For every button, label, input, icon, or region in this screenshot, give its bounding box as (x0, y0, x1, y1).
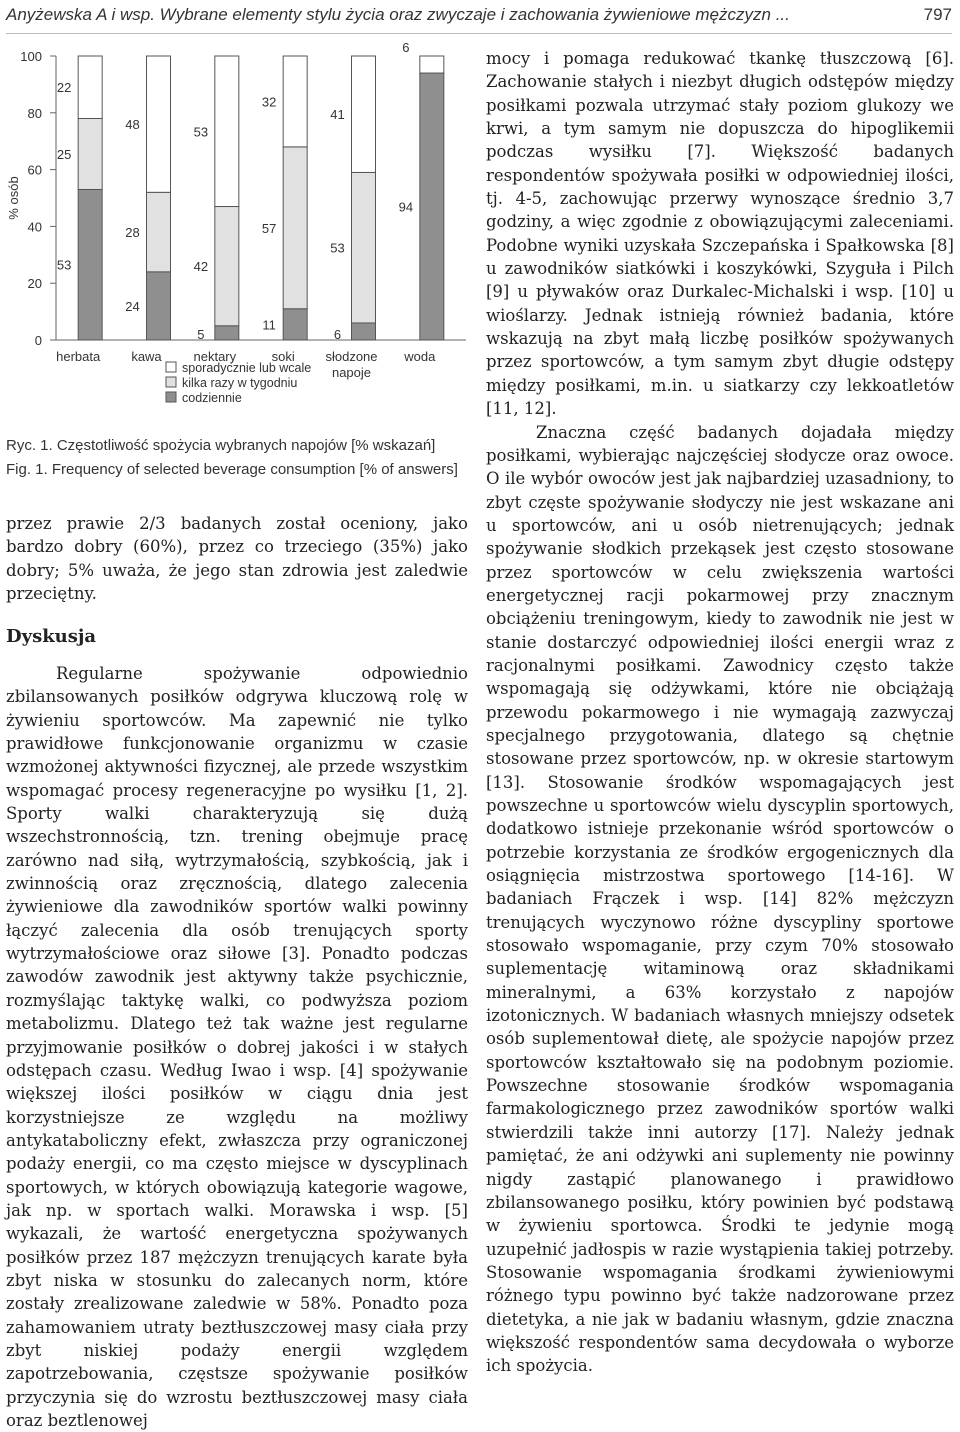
x-category-label: herbata (56, 349, 101, 364)
data-label: 48 (125, 117, 140, 133)
data-label: 6 (402, 42, 410, 55)
figure-caption-pl: Ryc. 1. Częstotliwość spożycia wybranych napojów [% wskazań] (6, 437, 436, 454)
bar-segment (78, 189, 102, 340)
data-label: 42 (193, 259, 209, 275)
bar-segment (147, 192, 171, 272)
legend-swatch (166, 362, 176, 372)
bar-segment (78, 118, 102, 189)
data-label: 53 (330, 240, 345, 256)
y-tick-label: 60 (27, 162, 42, 178)
bar-segment (352, 323, 376, 340)
legend-swatch (166, 377, 176, 387)
legend-label: sporadycznie lub wcale (182, 361, 312, 375)
legend-swatch (166, 392, 176, 402)
data-label: 24 (125, 298, 140, 314)
data-label: 25 (56, 146, 72, 162)
y-axis-label: % osób (6, 176, 21, 220)
beverage-frequency-chart (0, 42, 470, 432)
bar-segment (147, 272, 171, 340)
data-label: 22 (56, 80, 72, 96)
bar-segment (283, 147, 307, 309)
left-top-paragraph (6, 512, 468, 605)
section-heading: Dyskusja (6, 626, 97, 647)
bar-segment (215, 207, 239, 326)
bar-segment (420, 56, 444, 73)
data-label: 57 (261, 220, 277, 236)
legend-label: codziennie (182, 391, 242, 405)
y-tick-label: 80 (27, 105, 42, 121)
paragraph-text: Znaczna część badanych dojadała między posiłkami, wybierając najczęściej słodycze oraz owoce. O ile wybór owoców jest jak najbardziej uzasadniony, to zbyt częste spożywanie słodyczy nie jest wskazane ani u sportowców, ani u osób nietrenujących; jednak spożywanie słodkich przekąsek jest często stosowane przez sportowców w celu zwiększenia wartości energetycznej racji pokarmowej przy znacznym obciążeniu treningowym, kiedy to zawodnik nie jest w stanie dostarczyć odpowiedniej ilości energii wraz z racjonalnymi posiłkami. Zawodnicy często także wspomagają się odżywkami, które nie obciążają przewodu pokarmowego i nie wymagają zazwyczaj specjalnego przygotowania, dlatego są chętnie stosowane przez sportowców, np. w okresie startowym [13]. Stosowanie środków wspomagających jest powszechne u sportowców wielu dyscyplin sportowych, dodatkowo istnieje przekonanie wśród sportowców o potrzebie korzystania ze środków ergogenicznych dla osiągnięcia mistrzostwa sportowego [14-16]. W badaniach Frączek i wsp. [14] 82% mężczyzn trenujących wyczynowo różne dyscypliny sportowe stosowało wspomaganie, przy czym 70% stosowało suplementację witaminową oraz składnikami mineralnymi, a 63% korzystało z napojów izotonicznych. W badaniach własnych mniejszy odsetek osób suplementował dietę, ale spożycie napojów przez sportowców kształtowało się na podobnym poziomie. Powszechne stosowanie środków wspomagania farmakologicznego przez zawodników sportów walki stwierdzili także inni autorzy [17]. Należy jednak pamiętać, że ani odżywki ani suplementy nie powinny nigdy zastąpić planowanego i prawidłowo zbilansowanego posiłku, który powinien być podstawą w żywieniu sportowca. Środki te jedynie mogą uzupełnić jadłospis w razie wystąpienia takiej potrzeby. Stosowanie wspomagania środkami żywieniowymi różnego typu powinno być także nadzorowane przez dietetyka, a nie jak w badaniu własnym, gdzie znaczna większość respondentów sama decydowała o wyborze ich spożycia. (486, 422, 954, 1376)
data-label: 28 (125, 225, 140, 241)
data-label: 53 (56, 257, 72, 273)
figure-caption-en: Fig. 1. Frequency of selected beverage consumption [% of answers] (6, 461, 458, 478)
bar-segment (283, 56, 307, 147)
x-category-label: woda (404, 349, 436, 364)
left-main-column (6, 662, 468, 1432)
x-category-label: nektary (193, 349, 237, 364)
right-column (486, 47, 954, 1378)
bar-segment (352, 172, 376, 323)
y-tick-label: 20 (27, 276, 42, 292)
bar-segment (147, 56, 171, 192)
x-category-label: napoje (331, 365, 372, 380)
x-category-label: kawa (131, 349, 162, 364)
bar-segment (283, 309, 307, 340)
y-tick-label: 100 (20, 49, 42, 64)
data-label: 32 (261, 94, 277, 110)
x-category-label: soki (271, 349, 295, 364)
x-category-label: słodzone (325, 349, 378, 364)
bar-segment (420, 73, 444, 340)
running-header (6, 5, 952, 31)
legend-label: kilka razy w tygodniu (182, 376, 298, 390)
paragraph-text: Regularne spożywanie odpowiednio zbilansowanych posiłków odgrywa kluczową rolę w żywieniu sportowców. Ma zapewnić nie tylko prawidłowe funkcjonowanie organizmu w czasie wzmożonej aktywności fizycznej, ale przede wszystkim wspomagać procesy regeneracyjne po wysiłku [1, 2]. Sporty walki charakteryzują się dużą wszechstronnością, tzn. trening obejmuje pracę zarówno nad siłą, wytrzymałością, szybkością, jak i zwinnością oraz zręcznością, dlatego zalecenia żywieniowe dla zawodników sportów walki powinny łączyć zalecenia dla osób trenujących sporty wytrzymałościowe oraz siłowe [3]. Ponadto podczas zawodów zawodnik jest aktywny także psychicznie, rozmyślając taktykę walki, co podwyższa poziom metabolizmu. Dlatego też tak ważne jest regularne przyjmowanie posiłków o dobrej jakości i w stałych odstępach czasu. Według Iwao i wsp. [4] spożywanie większej ilości posiłków w ciągu dnia jest korzystniejsze ze względu na możliwy antykataboliczny efekt, zwłaszcza przy ograniczonej podaży energii, co ma często miejsce w dyscyplinach sportowych, w których obowiązują kategorie wagowe, jak np. w sportach walki. Morawska i wsp. [5] wykazali, że wartość energetyczna spożywanych posiłków przez 187 mężczyzn trenujących karate była zbyt niska w stosunku do zalecanych norm, które zostały zrealizowane zaledwie w 58%. Ponadto poza zahamowaniem utraty beztłuszczowej masy ciała przy zbyt niskiej podaży energii względem zapotrzebowania, częstsze spożywanie posiłków przyczynia się do wzrostu beztłuszczowej masy ciała oraz beztlenowej (6, 664, 468, 1430)
data-label: 11 (262, 317, 276, 333)
running-title: Anyżewska A i wsp. Wybrane elementy stylu życia oraz zwyczaje i zachowania żywieniowe mężczyzn ... (6, 5, 790, 24)
header-divider (6, 33, 952, 34)
bar-segment (215, 326, 239, 340)
paragraph-text: przez prawie 2/3 badanych został oceniony, jako bardzo dobry (60%), przez co trzeciego (35%) jako dobry; 5% uważa, że jego stan zdrowia jest zaledwie przeciętny. (6, 514, 468, 604)
y-tick-label: 40 (27, 219, 42, 235)
bar-segment (352, 56, 376, 172)
bar-segment (215, 56, 239, 207)
data-label: 41 (330, 107, 345, 123)
y-tick-label: 0 (34, 333, 42, 348)
data-label: 6 (333, 327, 342, 342)
data-label: 94 (398, 199, 414, 215)
data-label: 53 (193, 124, 209, 140)
stacked-bar-chart (0, 42, 470, 432)
page-number: 797 (923, 5, 952, 24)
bar-segment (78, 56, 102, 118)
data-label: 5 (197, 327, 205, 342)
paragraph-text: mocy i pomaga redukować tkankę tłuszczową [6]. Zachowanie stałych i niezbyt długich odstępów między posiłkami pozwala utrzymać stały poziom glukozy we krwi, a tym samym nie dopuszcza do hipoglikemii podczas wysiłku [7]. Większość badanych respondentów spożywała posiłki w odpowiedniej ilości, tj. 4-5, zachowując przerwy wynoszące średnio 3,7 godziny, a więc zgodnie z obowiązującymi zaleceniami. Podobne wyniki uzyskała Szczepańska i Spałkowska [8] u zawodników siatkówki i koszykówki, Szyguła i Pilch [9] u pływaków oraz Durkalec-Michalski i wsp. [10] u wioślarzy. Jednak istnieją również badania, które wskazują na zbyt małą liczbę posiłków spożywanych przez sportowców, a tym samym zbyt długie odstępy między posiłkami, m.in. u siatkarzy czy lekkoatletów [11, 12]. (486, 49, 954, 419)
